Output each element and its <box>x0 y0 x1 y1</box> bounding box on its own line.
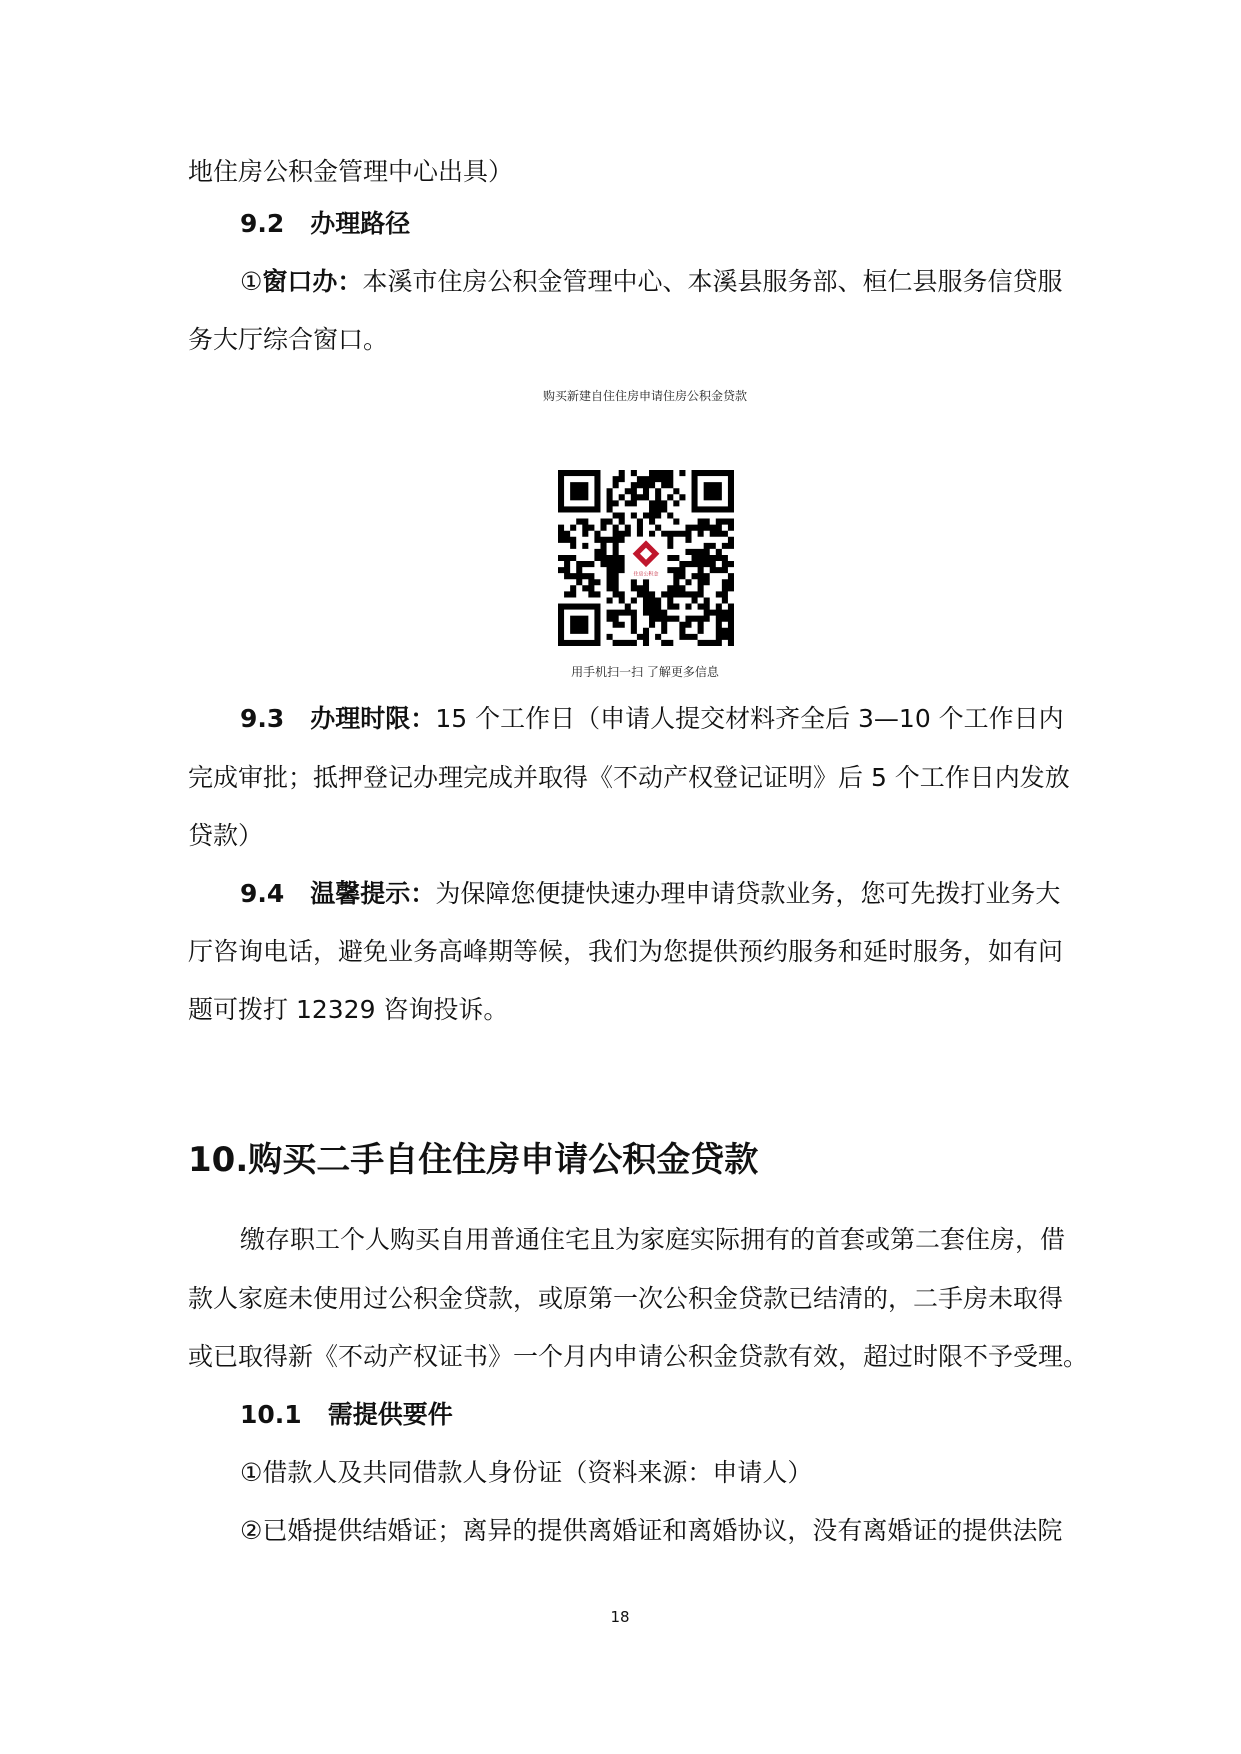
list-item: ②已婚提供结婚证；离异的提供离婚证和离婚协议，没有离婚证的提供法院 <box>240 1516 1063 1545</box>
section-heading-9-2 <box>240 207 1056 241</box>
qr-caption-bottom: 用手机扫一扫 了解更多信息 <box>571 665 719 679</box>
window-text: 本溪市住房公积金管理中心、本溪县服务部、桓仁县服务信贷服 <box>362 267 1063 296</box>
paragraph-line: 地住房公积金管理中心出具） <box>188 157 514 186</box>
section-text: 15 个工作日（申请人提交材料齐全后 3—10 个工作日内 <box>435 704 1064 733</box>
section-number: 9.4 <box>240 879 285 908</box>
paragraph-line: 务大厅综合窗口。 <box>188 325 389 354</box>
section-title: 需提供要件 <box>327 1400 453 1429</box>
qr-code[interactable] <box>558 470 734 646</box>
paragraph-line: 款人家庭未使用过公积金贷款，或原第一次公积金贷款已结清的，二手房未取得 <box>188 1284 1064 1313</box>
paragraph-line: 厅咨询电话，避免业务高峰期等候，我们为您提供预约服务和延时服务，如有问 <box>188 937 1064 966</box>
section-title: 办理路径 <box>310 209 411 238</box>
circled-number: ① <box>240 267 263 296</box>
paragraph-line: 完成审批；抵押登记办理完成并取得《不动产权登记证明》后 5 个工作日内发放 <box>188 763 1070 792</box>
paragraph-line: 贷款） <box>188 821 264 850</box>
page-number: 18 <box>610 1608 630 1626</box>
list-item: ①借款人及共同借款人身份证（资料来源：申请人） <box>240 1458 813 1487</box>
logo-text: 住房公积金 <box>633 571 659 578</box>
qr-finder-top-left <box>558 470 600 512</box>
paragraph-line: 缴存职工个人购买自用普通住宅且为家庭实际拥有的首套或第二套住房，借 <box>240 1225 1066 1254</box>
paragraph-line <box>240 877 1061 911</box>
window-label: 窗口办： <box>262 267 363 296</box>
housing-fund-logo-icon <box>625 537 667 579</box>
section-text: 为保障您便捷快速办理申请贷款业务，您可先拨打业务大 <box>435 879 1061 908</box>
paragraph-line <box>240 702 1064 736</box>
section-number: 9.3 <box>240 704 285 733</box>
section-number: 10.1 <box>240 1400 302 1429</box>
section-heading-10-1 <box>240 1398 1056 1432</box>
qr-finder-top-right <box>692 470 734 512</box>
paragraph-line: 题可拨打 12329 咨询投诉。 <box>188 995 509 1024</box>
paragraph-line: 或已取得新《不动产权证书》一个月内申请公积金贷款有效，超过时限不予受理。 <box>188 1342 1089 1371</box>
qr-finder-bottom-left <box>558 604 600 646</box>
paragraph-line <box>240 265 1063 299</box>
qr-caption-top: 购买新建自住住房申请住房公积金贷款 <box>542 389 747 403</box>
section-title: 温馨提示： <box>310 879 436 908</box>
section-title: 办理时限： <box>310 704 436 733</box>
chapter-heading-10: 10.购买二手自住住房申请公积金贷款 <box>188 1140 759 1180</box>
section-number: 9.2 <box>240 209 285 238</box>
qr-code-image <box>558 470 734 646</box>
